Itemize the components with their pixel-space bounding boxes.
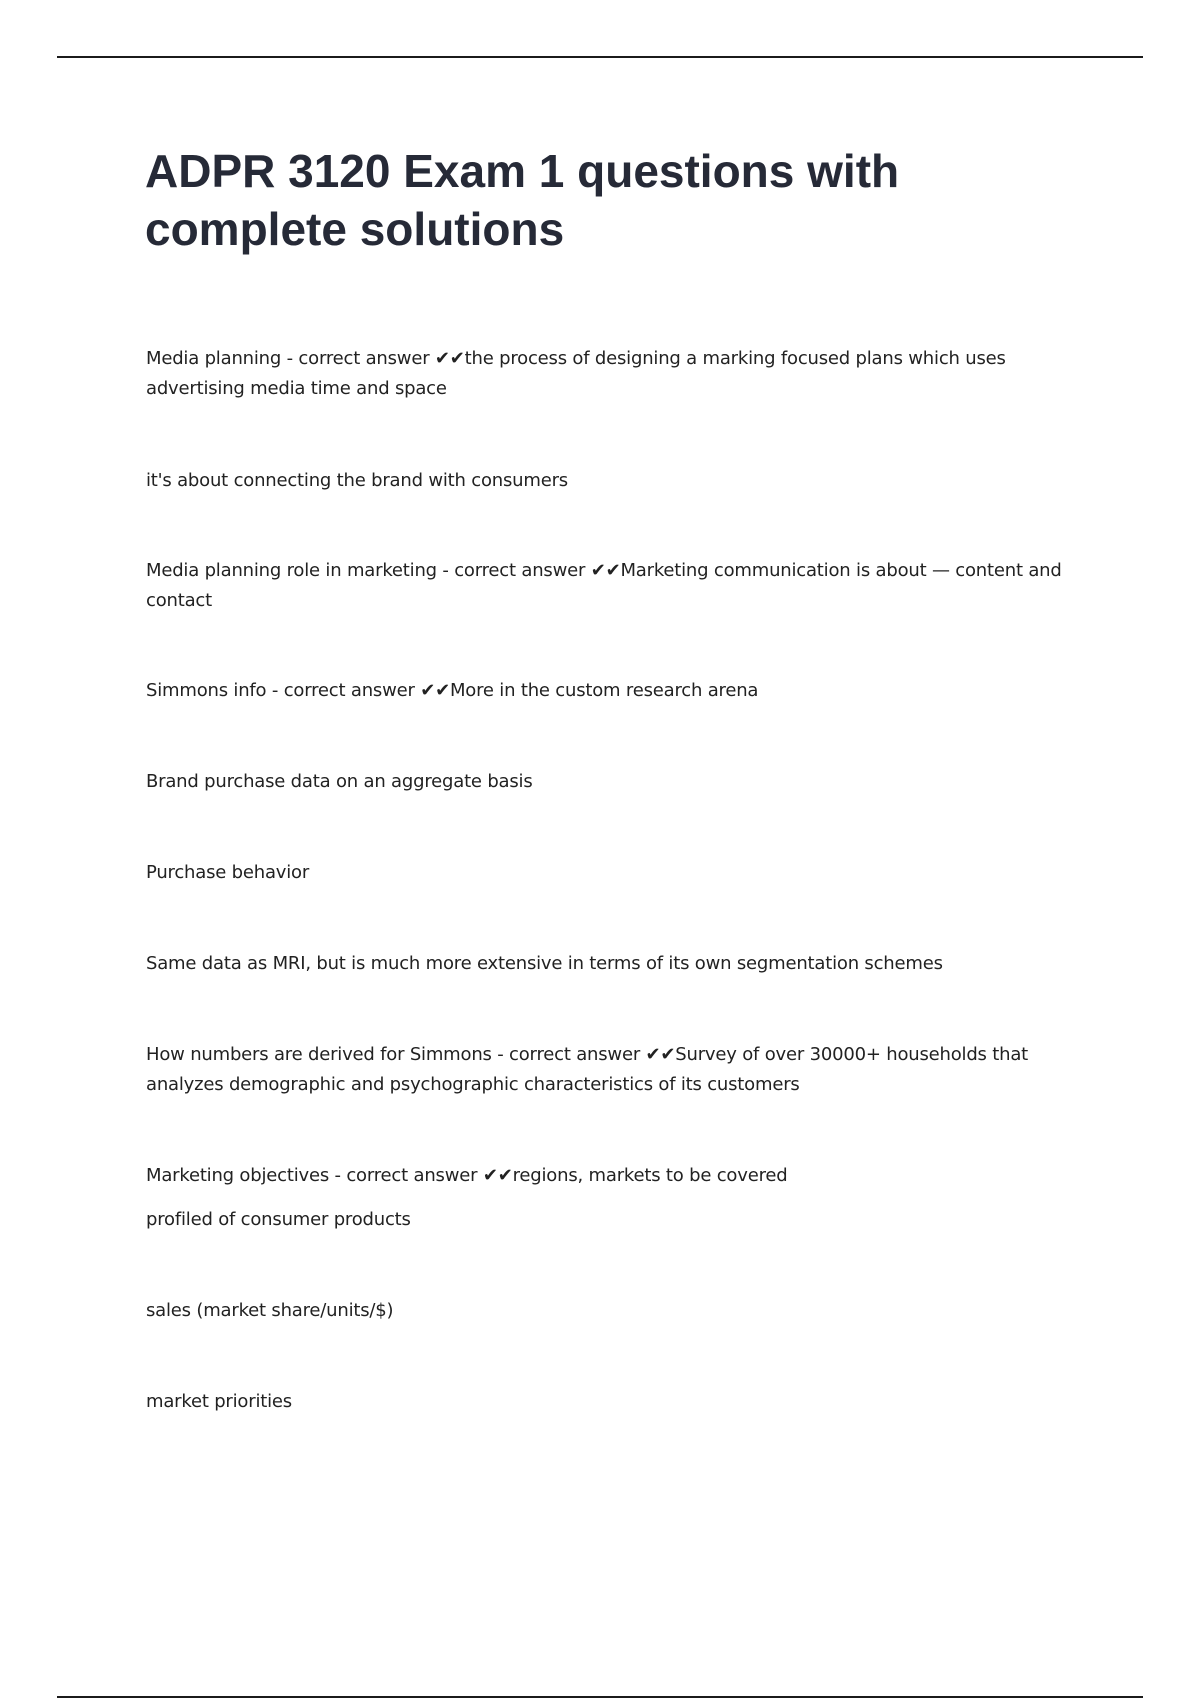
paragraph-media-planning-role: Media planning role in marketing - correct answer ✔✔Marketing communication is about — content and contact	[146, 560, 1062, 611]
paragraph-media-planning: Media planning - correct answer ✔✔the process of designing a marking focused plans which uses advertising media time and space	[146, 348, 1006, 399]
paragraph-marketing-objectives: Marketing objectives - correct answer ✔✔regions, markets to be covered	[146, 1165, 788, 1186]
page-title: ADPR 3120 Exam 1 questions with complete solutions	[145, 145, 900, 255]
paragraph-same-data-as-mri: Same data as MRI, but is much more extensive in terms of its own segmentation schemes	[146, 953, 943, 974]
paragraph-connecting-brand: it's about connecting the brand with consumers	[146, 470, 568, 491]
top-divider	[57, 56, 1143, 58]
bottom-divider	[57, 1696, 1143, 1698]
paragraph-simmons-info: Simmons info - correct answer ✔✔More in the custom research arena	[146, 680, 759, 701]
paragraph-sales: sales (market share/units/$)	[146, 1300, 394, 1321]
paragraph-purchase-behavior: Purchase behavior	[146, 862, 310, 883]
paragraph-brand-purchase-data: Brand purchase data on an aggregate basis	[146, 771, 533, 792]
paragraph-profiled-products: profiled of consumer products	[146, 1209, 411, 1230]
paragraph-simmons-numbers: How numbers are derived for Simmons - correct answer ✔✔Survey of over 30000+ households that analyzes demographic and psychographic characteristics of its customers	[146, 1044, 1029, 1095]
paragraph-market-priorities: market priorities	[146, 1391, 292, 1412]
